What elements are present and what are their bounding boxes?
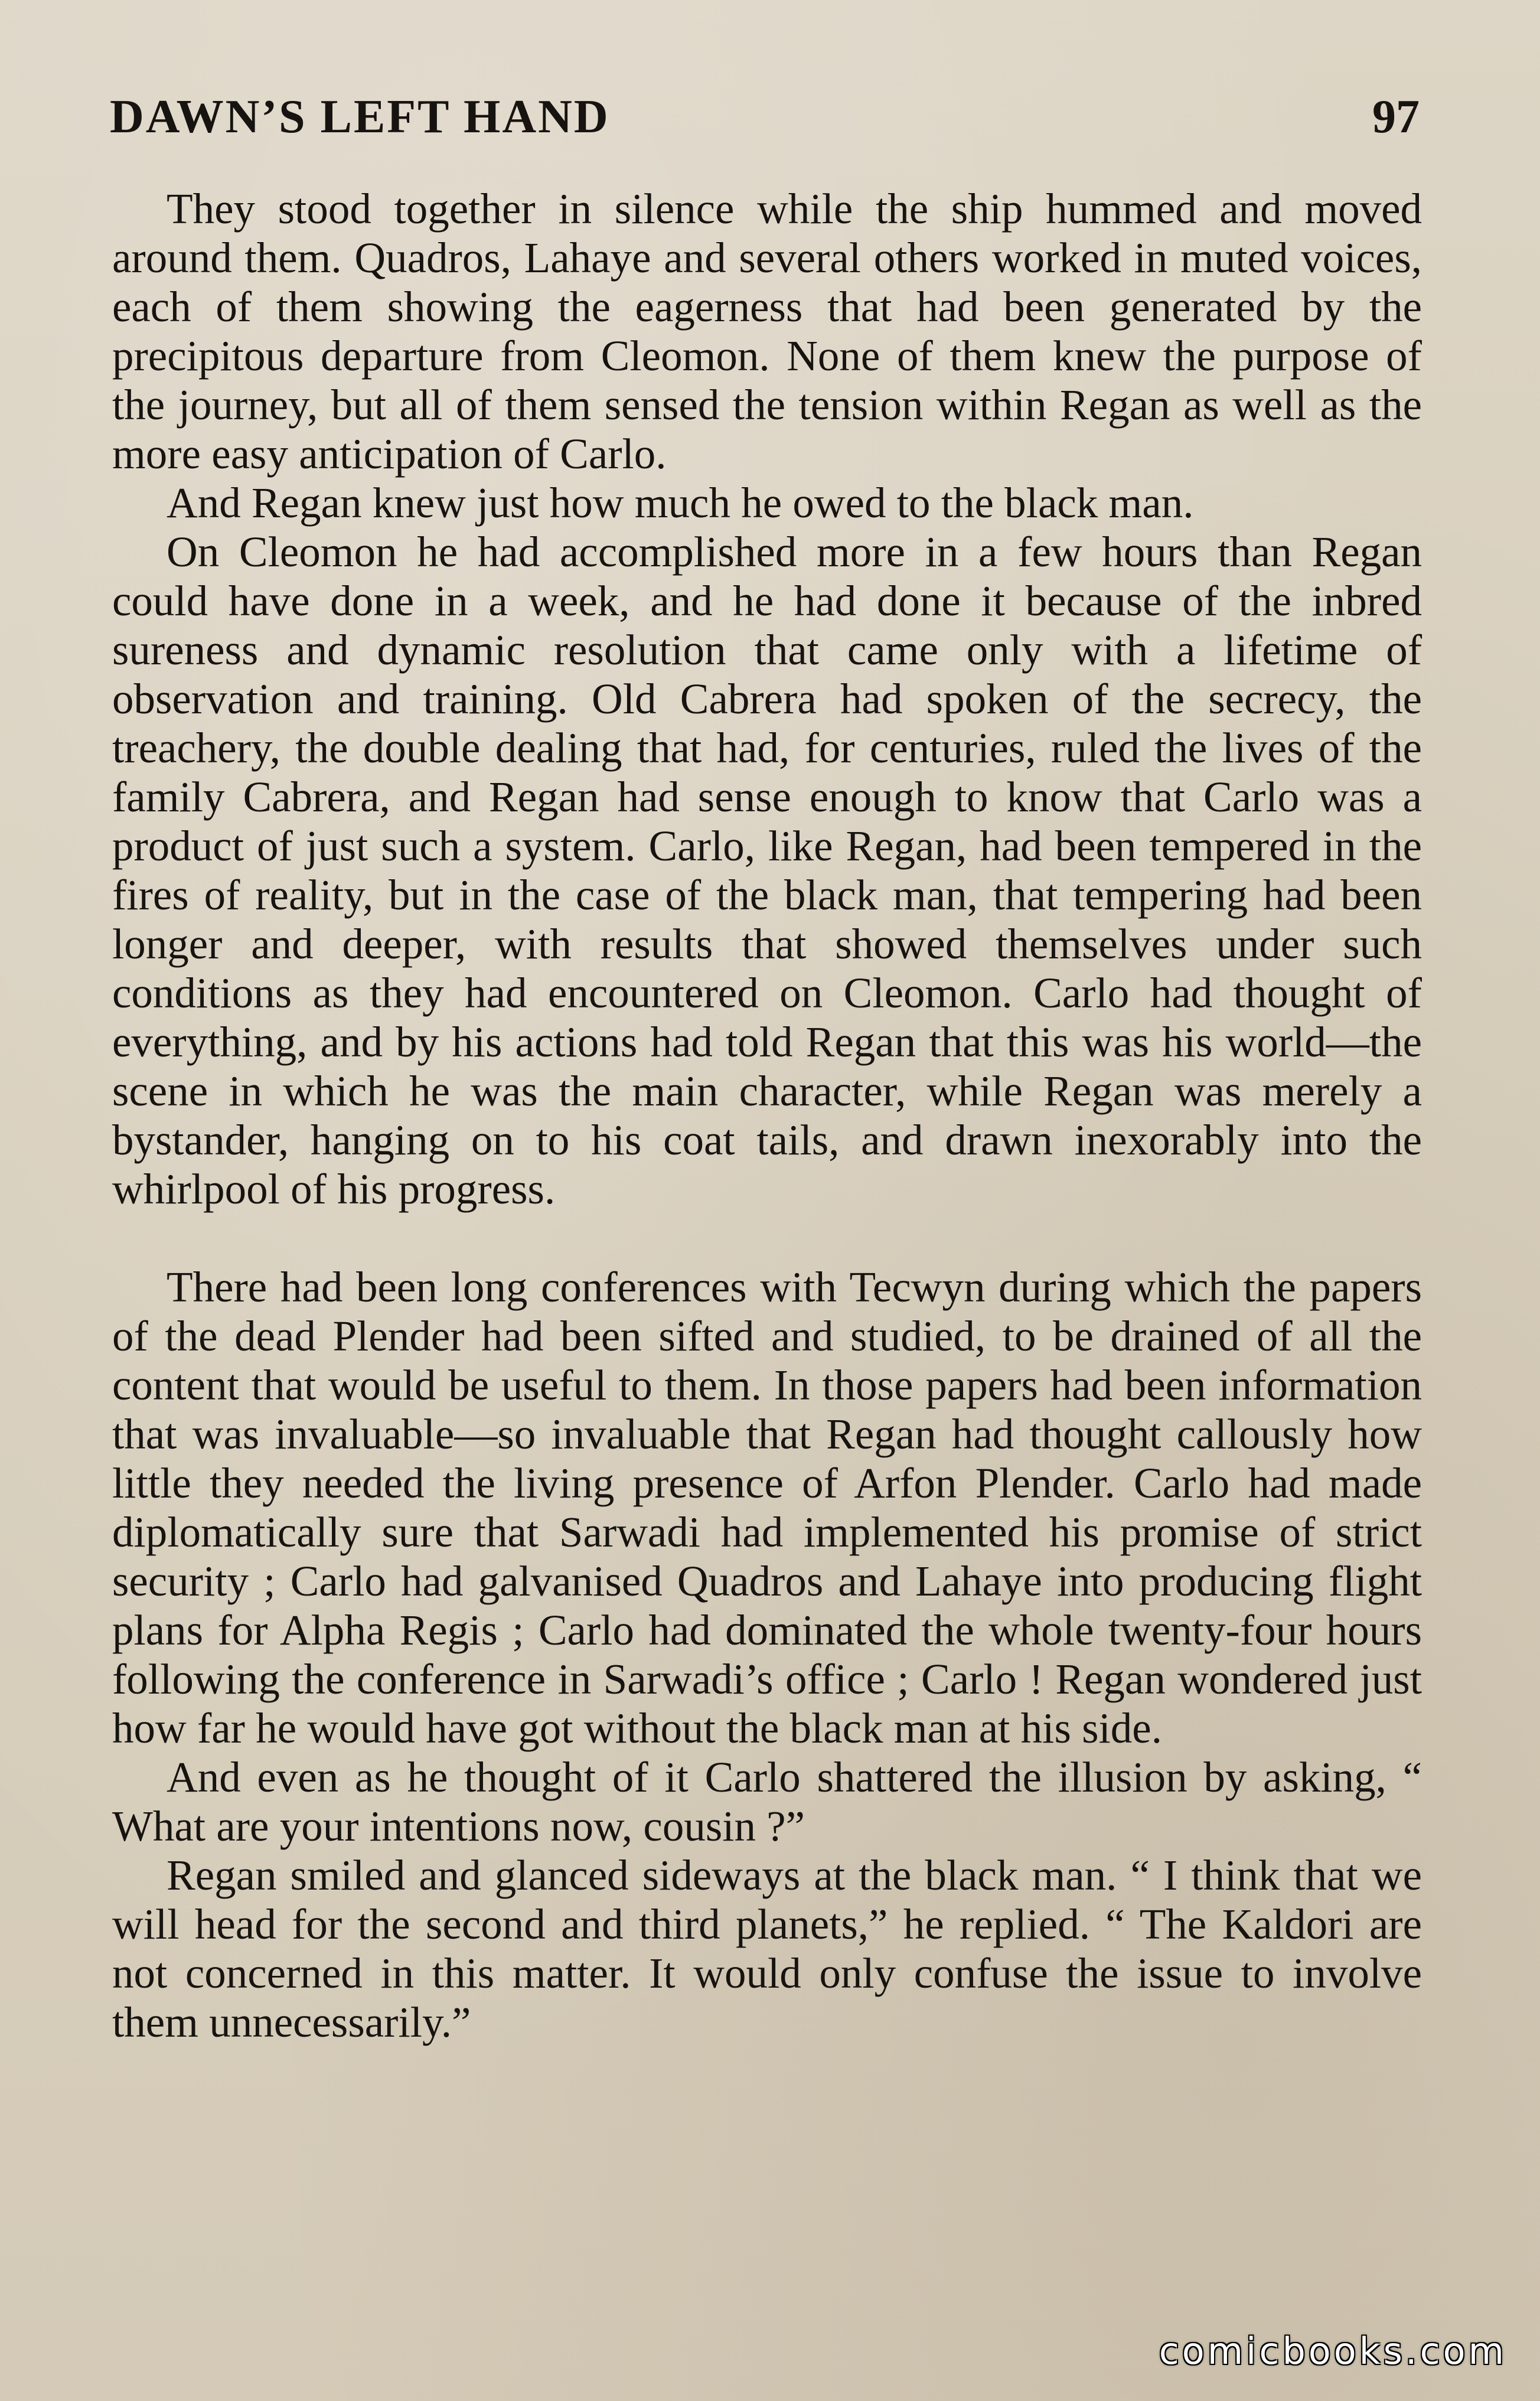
page-header bbox=[110, 87, 1420, 152]
paragraph: They stood together in silence while the ship hummed and moved around them. Quadros, Lahaye and several others worked in muted voices, each of them showing the eagerness that had been generated by the precipitous departure from Cleomon. None of them knew the purpose of the journey, but all of them sensed the tension within Regan as well as the more easy anticipation of Carlo. bbox=[112, 185, 1422, 478]
section-2 bbox=[112, 1263, 1422, 2047]
paragraph: And even as he thought of it Carlo shattered the illusion by asking, “ What are your intentions now, cousin ?” bbox=[112, 1753, 1422, 1850]
paragraph: On Cleomon he had accomplished more in a few hours than Regan could have done in a week, and he had done it because of the inbred sureness and dynamic resolution that came only with a lifetime of observation and training. Old Cabrera had spoken of the secrecy, the treachery, the double dealing that had, for centuries, ruled the lives of the family Cabrera, and Regan had sense enough to know that Carlo was a product of just such a system. Carlo, like Regan, had been tempered in the fires of reality, but in the case of the black man, that tempering had been longer and deeper, with results that showed themselves under such conditions as they had encountered on Cleomon. Carlo had thought of everything, and by his actions had told Regan that this was his world—the scene in which he was the main character, while Regan was merely a bystander, hanging on to his coat tails, and drawn inexorably into the whirlpool of his progress. bbox=[112, 528, 1422, 1213]
running-head: DAWN’S LEFT HAND bbox=[110, 91, 610, 143]
watermark: comicbooks.com bbox=[1159, 2330, 1507, 2373]
body-text bbox=[112, 184, 1422, 2047]
page-number: 97 bbox=[1372, 91, 1420, 143]
paragraph: And Regan knew just how much he owed to the black man. bbox=[167, 479, 1194, 527]
paragraph: There had been long conferences with Tecwyn during which the papers of the dead Plender had been sifted and studied, to be drained of all the content that would be useful to them. In those papers had been information that was invaluable—so invaluable that Regan had thought callously how little they needed the living presence of Arfon Plender. Carlo had made diplomatically sure that Sarwadi had implemented his promise of strict security ; Carlo had galvanised Quadros and Lahaye into producing flight plans for Alpha Regis ; Carlo had dominated the whole twenty-four hours following the conference in Sarwadi’s office ; Carlo ! Regan wondered just how far he would have got without the black man at his side. bbox=[112, 1263, 1422, 1752]
section-1 bbox=[112, 184, 1422, 1213]
paragraph: Regan smiled and glanced sideways at the black man. “ I think that we will head for the second and third planets,” he replied. “ The Kaldori are not concerned in this matter. It would only confuse the issue to involve them unnecessarily.” bbox=[112, 1851, 1422, 2046]
